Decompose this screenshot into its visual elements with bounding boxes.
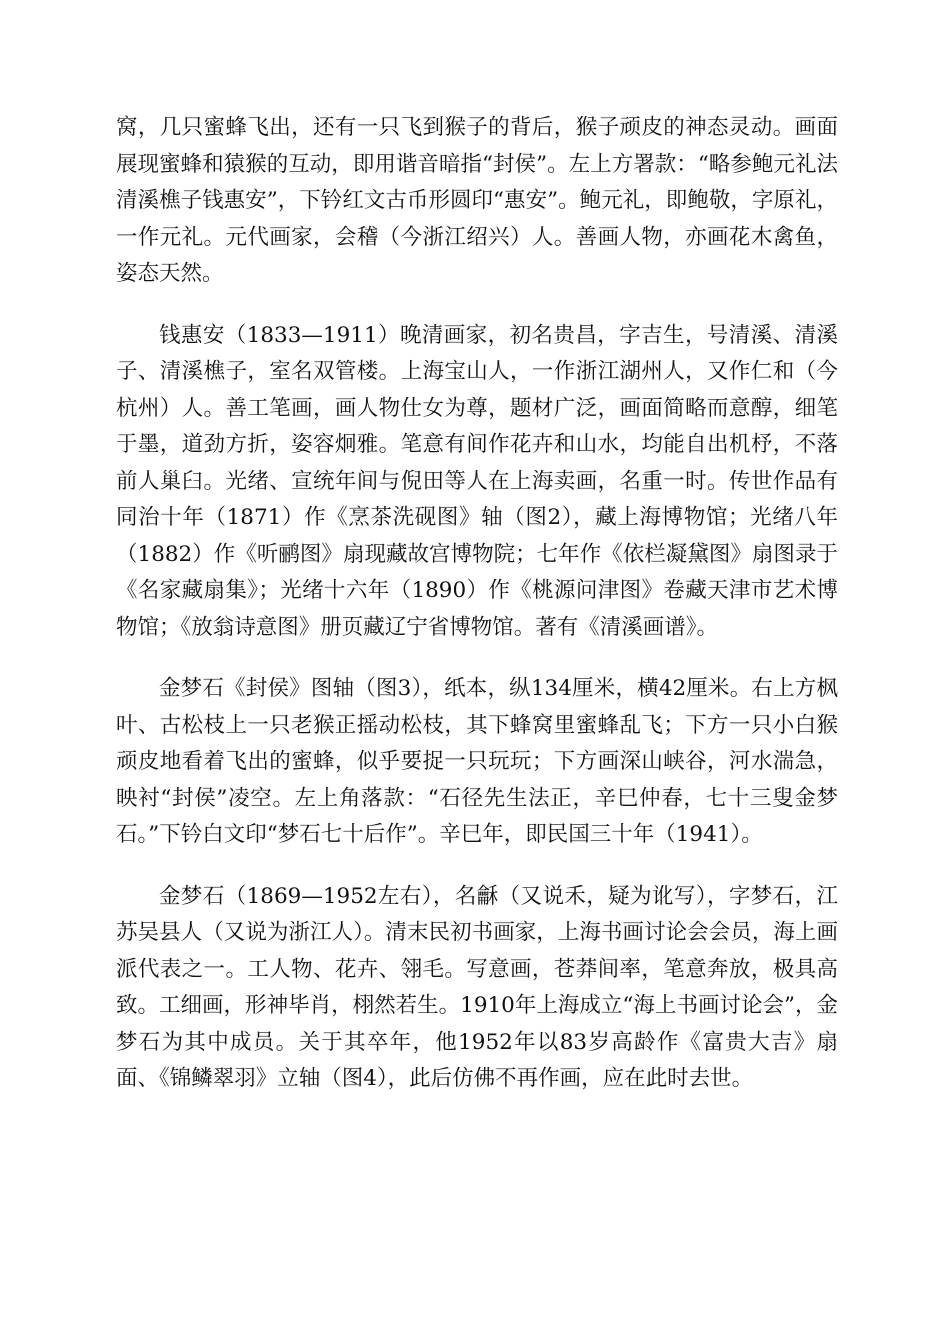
paragraph-4: 金梦石（1869—1952左右），名龢（又说禾，疑为讹写），字梦石，江苏吴县人（又说为浙江人）。清末民初书画家，上海书画讨论会会员，海上画派代表之一。工人物、花卉、翎毛。写意画，苍莽间率，笔意奔放，极具高致。工细画，形神毕肖，栩然若生。1910年上海成立“海上书画讨论会”，金梦石为其中成员。关于其卒年，他1952年以83岁高龄作《富贵大吉》扇面、《锦鳞翠羽》立轴（图4），此后仿佛不再作画，应在此时去世。 (116, 883, 838, 1091)
document-body (116, 110, 838, 1123)
paragraph-2: 钱惠安（1833—1911）晚清画家，初名贵昌，字吉生，号清溪、清溪子、清溪樵子，室名双管楼。上海宝山人，一作浙江湖州人，又作仁和（今杭州）人。善工笔画，画人物仕女为尊，题材广泛，画面简略而意醇，细笔于墨，道劲方折，姿容炯雅。笔意有间作花卉和山水，均能自出机杼，不落前人巢臼。光绪、宣统年间与倪田等人在上海卖画，名重一时。传世作品有同治十年（1871）作《烹茶洗砚图》轴（图2），藏上海博物馆；光绪八年（1882）作《听鹂图》扇现藏故宫博物院；七年作《依栏凝黛图》扇图录于《名家藏扇集》；光绪十六年（1890）作《桃源问津图》卷藏天津市艺术博物馆；《放翁诗意图》册页藏辽宁省博物馆。著有《清溪画谱》。 (116, 322, 838, 640)
paragraph-3: 金梦石《封侯》图轴（图3），纸本，纵134厘米，横42厘米。右上方枫叶、古松枝上一只老猴正摇动松枝，其下蜂窝里蜜蜂乱飞；下方一只小白猴顽皮地看着飞出的蜜蜂，似乎要捉一只玩玩；下方画深山峡谷，河水湍急，映衬“封侯”凌空。左上角落款：“石径先生法正，辛巳仲春，七十三叟金梦石。”下钤白文印“梦石七十后作”。辛巳年，即民国三十年（1941）。 (116, 676, 838, 847)
paragraph-1: 窝，几只蜜蜂飞出，还有一只飞到猴子的背后，猴子顽皮的神态灵动。画面展现蜜蜂和猿猴的互动，即用谐音暗指“封侯”。左上方署款：“略参鲍元礼法清溪樵子钱惠安”，下钤红文古币形圆印“惠安”。鲍元礼，即鲍敬，字原礼，一作元礼。元代画家，会稽（今浙江绍兴）人。善画人物，亦画花木禽鱼，姿态天然。 (116, 115, 838, 286)
